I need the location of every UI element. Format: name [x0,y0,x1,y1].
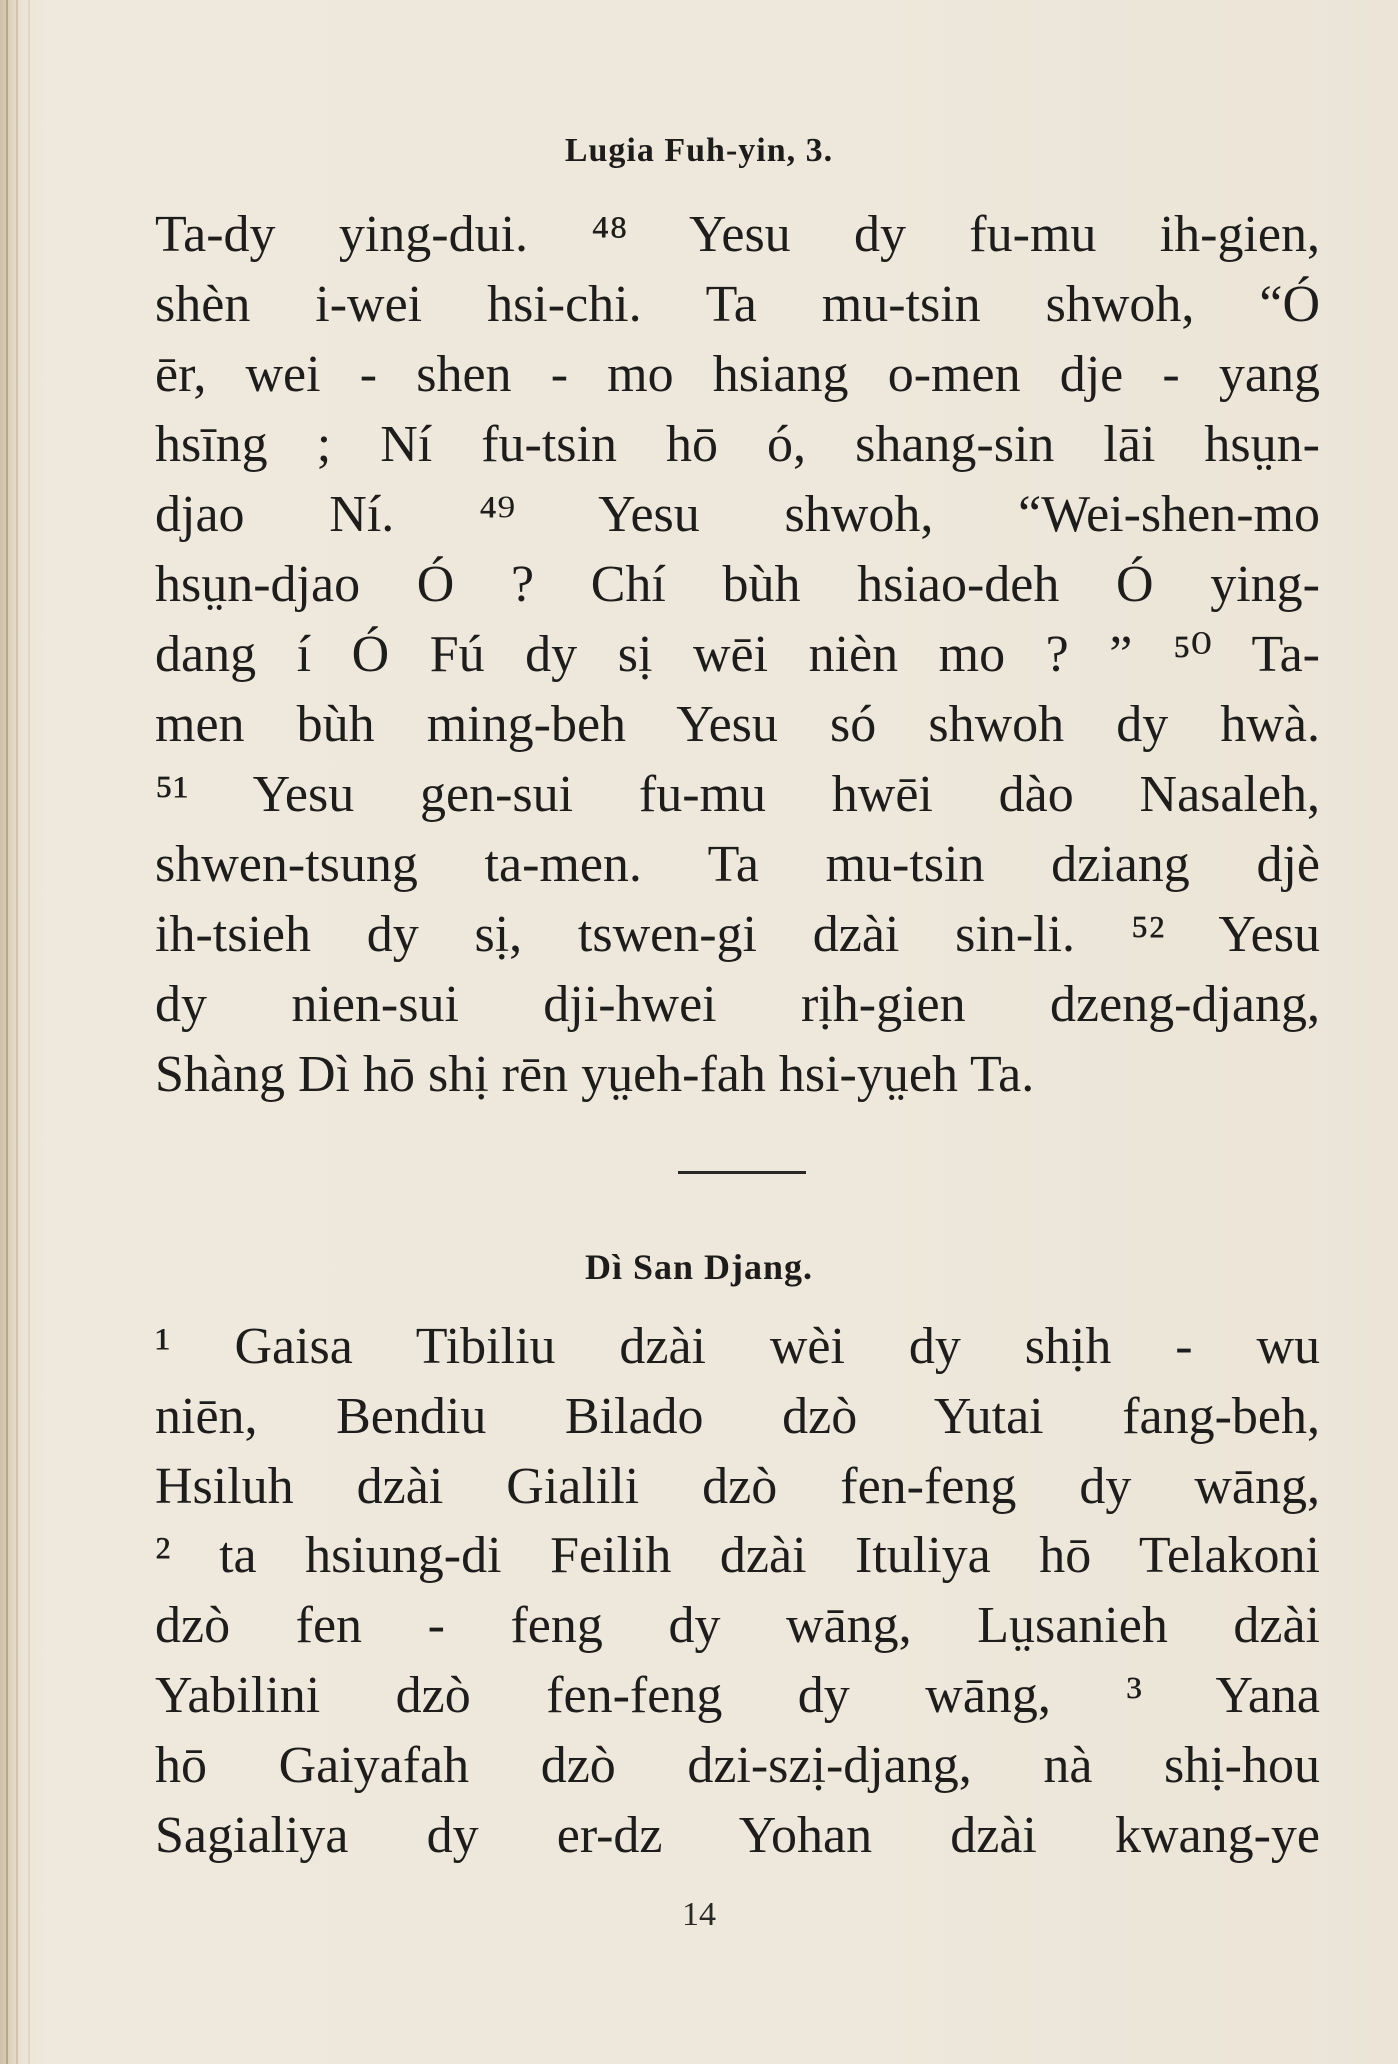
text-line: Hsiluh dzài Gialili dzò fen-feng dy wāng, [155,1457,1320,1515]
running-head: Lugia Fuh-yin, 3. [564,132,834,169]
text-line: shwen-tsung ta-men. Ta mu-tsin dziang djè [155,836,1320,893]
page-number: 14 [682,1896,716,1933]
text-line: men bùh ming-beh Yesu só shwoh dy hwà. [155,696,1320,753]
text-line: dang í Ó Fú dy sị wēi nièn mo ? ” ⁵⁰ Ta- [155,626,1320,683]
text-line: ēr, wei - shen - mo hsiang o-men dje - yang [155,346,1320,403]
text-line: niēn, Bendiu Bilado dzò Yutai fang-beh, [155,1387,1320,1445]
chapter-heading: Dì San Djang. [584,1247,814,1287]
text-line: hō Gaiyafah dzò dzi-szị-djang, nà shị-hou [155,1736,1320,1794]
text-line: ⁵¹ Yesu gen-sui fu-mu hwēi dào Nasaleh, [155,766,1320,823]
text-line: Sagialiya dy er-dz Yohan dzài kwang-ye [155,1806,1320,1864]
text-line: ih-tsieh dy sị, tswen-gi dzài sin-li. ⁵² Yesu [155,906,1320,963]
verse-block-bottom [155,1312,1320,1870]
text-line: Yabilini dzò fen-feng dy wāng, ³ Yana [155,1666,1320,1724]
page-edge-line [28,0,30,2064]
text-line: dzò fen - feng dy wāng, Lṳsanieh dzài [155,1597,1320,1655]
section-divider [678,1171,806,1174]
text-line: hsīng ; Ní fu-tsin hō ó, shang-sin lāi hsṳn- [155,416,1320,473]
text-line: ¹ Gaisa Tibiliu dzài wèi dy shịh - wu [155,1318,1320,1375]
text-line: shèn i-wei hsi-chi. Ta mu-tsin shwoh, “Ó [155,276,1320,333]
text-line: ² ta hsiung-di Feilih dzài Ituliya hō Telakoni [155,1527,1320,1585]
verse-block-top [155,200,1320,1110]
text-line: hsṳn-djao Ó ? Chí bùh hsiao-deh Ó ying- [155,556,1320,613]
text-line: Shàng Dì hō shị rēn yṳeh-fah hsi-yṳeh Ta. [155,1046,1035,1103]
text-line: dy nien-sui dji-hwei rịh-gien dzeng-djang, [155,976,1320,1033]
text-line: djao Ní. ⁴⁹ Yesu shwoh, “Wei-shen-mo [155,486,1320,543]
page-edge-line [16,0,18,2064]
page-edge-line [6,0,8,2064]
text-line: Ta-dy ying-dui. ⁴⁸ Yesu dy fu-mu ih-gien, [155,206,1320,263]
